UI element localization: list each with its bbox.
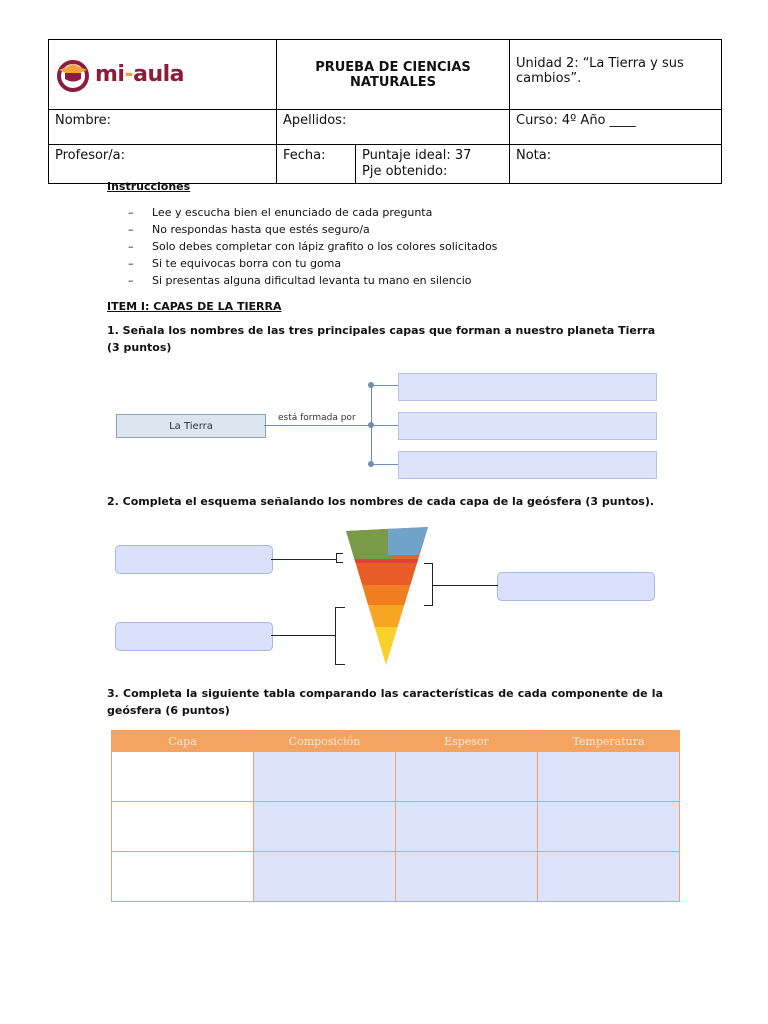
puntaje-ideal: Puntaje ideal: 37: [362, 148, 472, 163]
branch-line: [371, 385, 399, 386]
table-cell[interactable]: [254, 852, 396, 902]
node-dot: [368, 422, 374, 428]
table-header: Espesor: [396, 731, 538, 752]
answer-box-layer-2[interactable]: [398, 412, 657, 440]
table-row: [112, 802, 680, 852]
instruction-item: – Si te equivocas borra con tu goma: [128, 255, 497, 272]
header-table: [48, 39, 722, 184]
instruction-item: – Solo debes completar con lápiz grafito o los colores solicitados: [128, 238, 497, 255]
curso-field[interactable]: Curso: 4º Año ____: [510, 110, 722, 145]
table-cell[interactable]: [254, 802, 396, 852]
pointer-bracket: [335, 607, 336, 665]
table-cell[interactable]: [112, 802, 254, 852]
item-title: ITEM I: CAPAS DE LA TIERRA: [107, 300, 282, 313]
logo-dash: -: [124, 62, 134, 87]
answer-box-mantle[interactable]: [497, 572, 655, 601]
table-cell[interactable]: [538, 752, 680, 802]
table-cell[interactable]: [396, 802, 538, 852]
logo-text-mi: mi: [95, 62, 125, 87]
graduation-cap-icon: [55, 58, 91, 92]
question-3: 3. Completa la siguiente tabla comparando las características de cada componente de la geósfera (6 puntos): [107, 687, 663, 717]
table-cell[interactable]: [396, 752, 538, 802]
earth-layers-cone-image: [342, 523, 432, 668]
branch-line: [371, 425, 399, 426]
tierra-box: La Tierra: [116, 414, 266, 438]
node-dot: [368, 461, 374, 467]
table-header: Composición: [254, 731, 396, 752]
pointer-line: [271, 559, 337, 560]
apellidos-field[interactable]: Apellidos:: [277, 110, 510, 145]
pointer-line: [432, 585, 498, 586]
nombre-field[interactable]: Nombre:: [49, 110, 277, 145]
test-title: PRUEBA DE CIENCIAS NATURALES: [277, 40, 510, 110]
question-2: 2. Completa el esquema señalando los nombres de cada capa de la geósfera (3 puntos).: [107, 495, 655, 508]
table-cell[interactable]: [254, 752, 396, 802]
instructions-title: Instrucciones: [107, 180, 191, 193]
instruction-item: – Si presentas alguna dificultad levanta tu mano en silencio: [128, 272, 497, 289]
instructions-list: [128, 204, 497, 289]
nota-field[interactable]: Nota:: [510, 145, 722, 184]
table-cell[interactable]: [538, 802, 680, 852]
logo: [55, 43, 270, 106]
pointer-line: [271, 635, 336, 636]
fecha-field[interactable]: Fecha:: [277, 145, 356, 184]
logo-cell: [49, 40, 277, 110]
pointer-bracket: [432, 563, 433, 606]
table-cell[interactable]: [538, 852, 680, 902]
table-header: Temperatura: [538, 731, 680, 752]
table-row: [112, 752, 680, 802]
node-dot: [368, 382, 374, 388]
connector-line: [264, 425, 372, 426]
answer-box-layer-1[interactable]: [398, 373, 657, 401]
instruction-item: – No respondas hasta que estés seguro/a: [128, 221, 497, 238]
instruction-item: – Lee y escucha bien el enunciado de cada pregunta: [128, 204, 497, 221]
unit-title: Unidad 2: “La Tierra y sus cambios”.: [510, 40, 722, 110]
table-header: Capa: [112, 731, 254, 752]
branch-line: [371, 464, 399, 465]
table-cell[interactable]: [112, 752, 254, 802]
pointer-bracket: [336, 553, 337, 562]
comparison-table: [111, 730, 680, 902]
logo-text-aula: aula: [133, 62, 185, 87]
connector-label: está formada por: [278, 413, 356, 423]
puntaje-cell: [356, 145, 510, 184]
answer-box-layer-3[interactable]: [398, 451, 657, 479]
answer-box-crust[interactable]: [115, 545, 273, 574]
table-cell[interactable]: [112, 852, 254, 902]
pje-obtenido[interactable]: Pje obtenido:: [362, 164, 448, 179]
table-row: [112, 852, 680, 902]
question-1: 1. Señala los nombres de las tres principales capas que forman a nuestro planeta Tierra (3 puntos): [107, 324, 656, 354]
profesor-field[interactable]: Profesor/a:: [49, 145, 277, 184]
table-cell[interactable]: [396, 852, 538, 902]
answer-box-core[interactable]: [115, 622, 273, 651]
